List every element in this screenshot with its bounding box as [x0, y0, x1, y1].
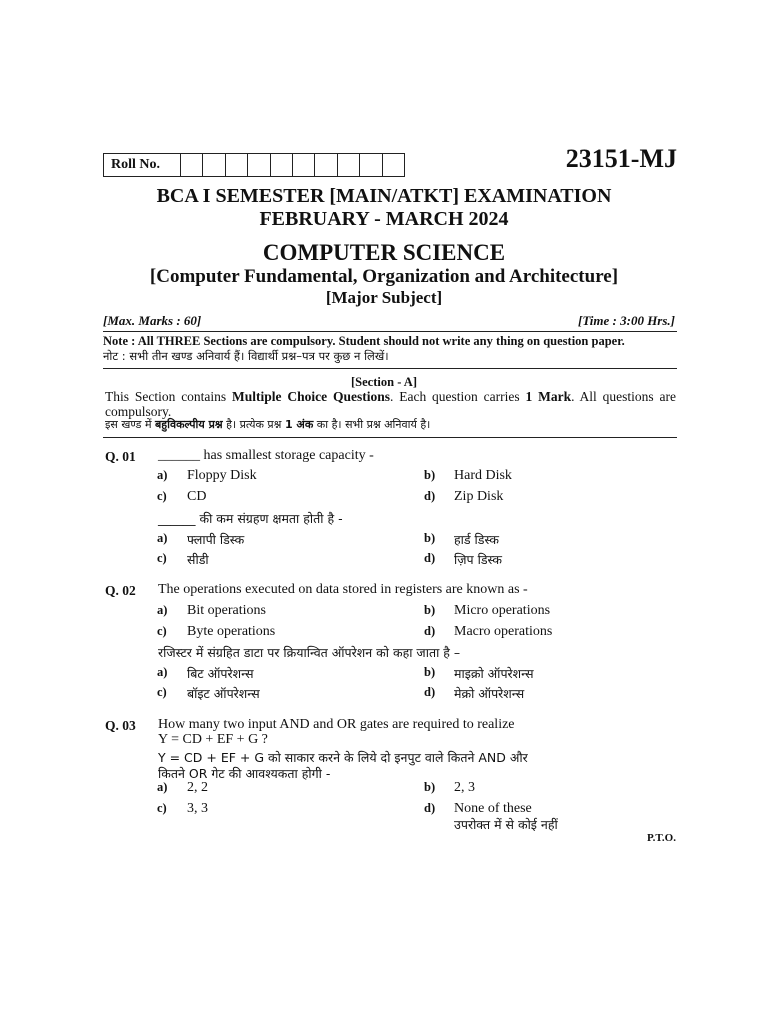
option-key: d) [424, 801, 436, 815]
option-key: b) [424, 603, 436, 617]
option-key: a) [157, 780, 168, 794]
question-text: The operations executed on data stored in registers are known as - [158, 582, 528, 597]
option-key: b) [424, 531, 436, 545]
divider [103, 368, 677, 369]
divider [103, 331, 677, 332]
roll-number-label: Roll No. [104, 154, 181, 176]
option-text: फ्लापी डिस्क [187, 532, 245, 547]
option-text: 3, 3 [187, 801, 208, 816]
option-text: Floppy Disk [187, 468, 257, 483]
option-text: बिट ऑपरेशन्स [187, 666, 254, 681]
option-text: Macro operations [454, 624, 553, 639]
option-text: 2, 2 [187, 780, 208, 795]
option-key: a) [157, 531, 168, 545]
option-text: मेक्रो ऑपरेशन्स [454, 686, 525, 701]
instruction-bold-text: 1 अंक [284, 418, 314, 431]
roll-digit-cell [315, 154, 337, 176]
option-text: Zip Disk [454, 489, 504, 504]
instruction-bold-text: 1 Mark [525, 389, 572, 404]
option-key: c) [157, 801, 167, 815]
note-english: Note : All THREE Sections are compulsory. Student should not write any thing on question paper. [103, 334, 625, 348]
time-allowed: [Time : 3:00 Hrs.] [578, 313, 675, 328]
option-key: c) [157, 685, 167, 699]
instruction-bold-text: Multiple Choice Questions [232, 389, 390, 404]
option-text: Bit operations [187, 603, 266, 618]
option-key: a) [157, 665, 168, 679]
divider [103, 437, 677, 438]
question-text-line2: Y = CD + EF + G ? [158, 732, 268, 747]
instruction-text: का है। सभी प्रश्न अनिवार्य है। [313, 418, 431, 431]
question-text-hindi: ______ की कम संग्रहण क्षमता होती है - [158, 511, 343, 526]
section-heading: [Section - A] [351, 375, 417, 389]
paper-type: [Major Subject] [325, 288, 443, 307]
question-text: How many two input AND and OR gates are required to realize [158, 717, 515, 732]
exam-session: FEBRUARY - MARCH 2024 [259, 208, 509, 230]
roll-digit-cell [383, 154, 404, 176]
paper-code: 23151-MJ [565, 144, 677, 173]
option-text: None of these [454, 801, 532, 816]
roll-digit-cell [181, 154, 203, 176]
instruction-text: . Each question carries [390, 389, 526, 404]
option-key: a) [157, 603, 168, 617]
option-key: d) [424, 624, 436, 638]
question-text-hindi-line2: कितने OR गेट की आवश्यकता होगी - [158, 766, 331, 781]
paper-name: [Computer Fundamental, Organization and Architecture] [149, 266, 619, 287]
option-key: a) [157, 468, 168, 482]
exam-title: BCA I SEMESTER [MAIN/ATKT] EXAMINATION [156, 185, 612, 207]
option-key: d) [424, 551, 436, 565]
roll-digit-cell [338, 154, 360, 176]
question-text-hindi: Y = CD + EF + G को साकार करने के लिये दो इनपुट वाले कितने AND और [158, 750, 528, 765]
option-key: d) [424, 685, 436, 699]
option-key: c) [157, 624, 167, 638]
option-text: सीडी [187, 552, 209, 567]
option-text: Hard Disk [454, 468, 512, 483]
section-instructions [105, 389, 676, 419]
instruction-bold-text: बहुविकल्पीय प्रश्न [155, 418, 223, 431]
option-key: d) [424, 489, 436, 503]
question-text-hindi: रजिस्टर में संग्रहित डाटा पर क्रियान्वित ऑपरेशन को कहा जाता है – [158, 645, 461, 660]
instruction-text: . All questions are compulsory. [105, 389, 676, 419]
option-text: हार्ड डिस्क [454, 532, 499, 547]
roll-digit-cell [360, 154, 382, 176]
question-number: Q. 02 [105, 583, 136, 598]
question-text: ______ has smallest storage capacity - [158, 448, 374, 463]
roll-digit-cell [248, 154, 270, 176]
option-key: b) [424, 780, 436, 794]
option-key: c) [157, 551, 167, 565]
option-text: Micro operations [454, 603, 551, 618]
note-hindi: नोट : सभी तीन खण्ड अनिवार्य हैं। विद्यार्थी प्रश्न–पत्र पर कुछ न लिखें। [103, 349, 389, 363]
option-text: ज़िप डिस्क [454, 552, 502, 567]
option-d-hindi: उपरोक्त में से कोई नहीं [454, 817, 558, 832]
roll-number-box [103, 153, 405, 177]
option-text: Byte operations [187, 624, 276, 639]
roll-digit-cell [293, 154, 315, 176]
roll-digit-cell [203, 154, 225, 176]
instruction-text: This Section contains [105, 389, 233, 404]
option-key: b) [424, 468, 436, 482]
option-text: 2, 3 [454, 780, 475, 795]
instruction-text: इस खण्ड में [105, 418, 156, 431]
roll-digit-cell [271, 154, 293, 176]
subject-title: COMPUTER SCIENCE [262, 240, 506, 265]
question-number: Q. 03 [105, 718, 136, 733]
option-text: माइक्रो ऑपरेशन्स [454, 666, 534, 681]
option-key: b) [424, 665, 436, 679]
option-key: c) [157, 489, 167, 503]
instruction-text: है। प्रत्येक प्रश्न [222, 418, 285, 431]
option-text: बॉइट ऑपरेशन्स [187, 686, 260, 701]
question-number: Q. 01 [105, 449, 136, 464]
max-marks: [Max. Marks : 60] [103, 313, 202, 328]
option-text: CD [187, 489, 207, 504]
pto-label: P.T.O. [646, 832, 676, 844]
section-instructions-hindi [105, 417, 676, 432]
roll-digit-cell [226, 154, 248, 176]
